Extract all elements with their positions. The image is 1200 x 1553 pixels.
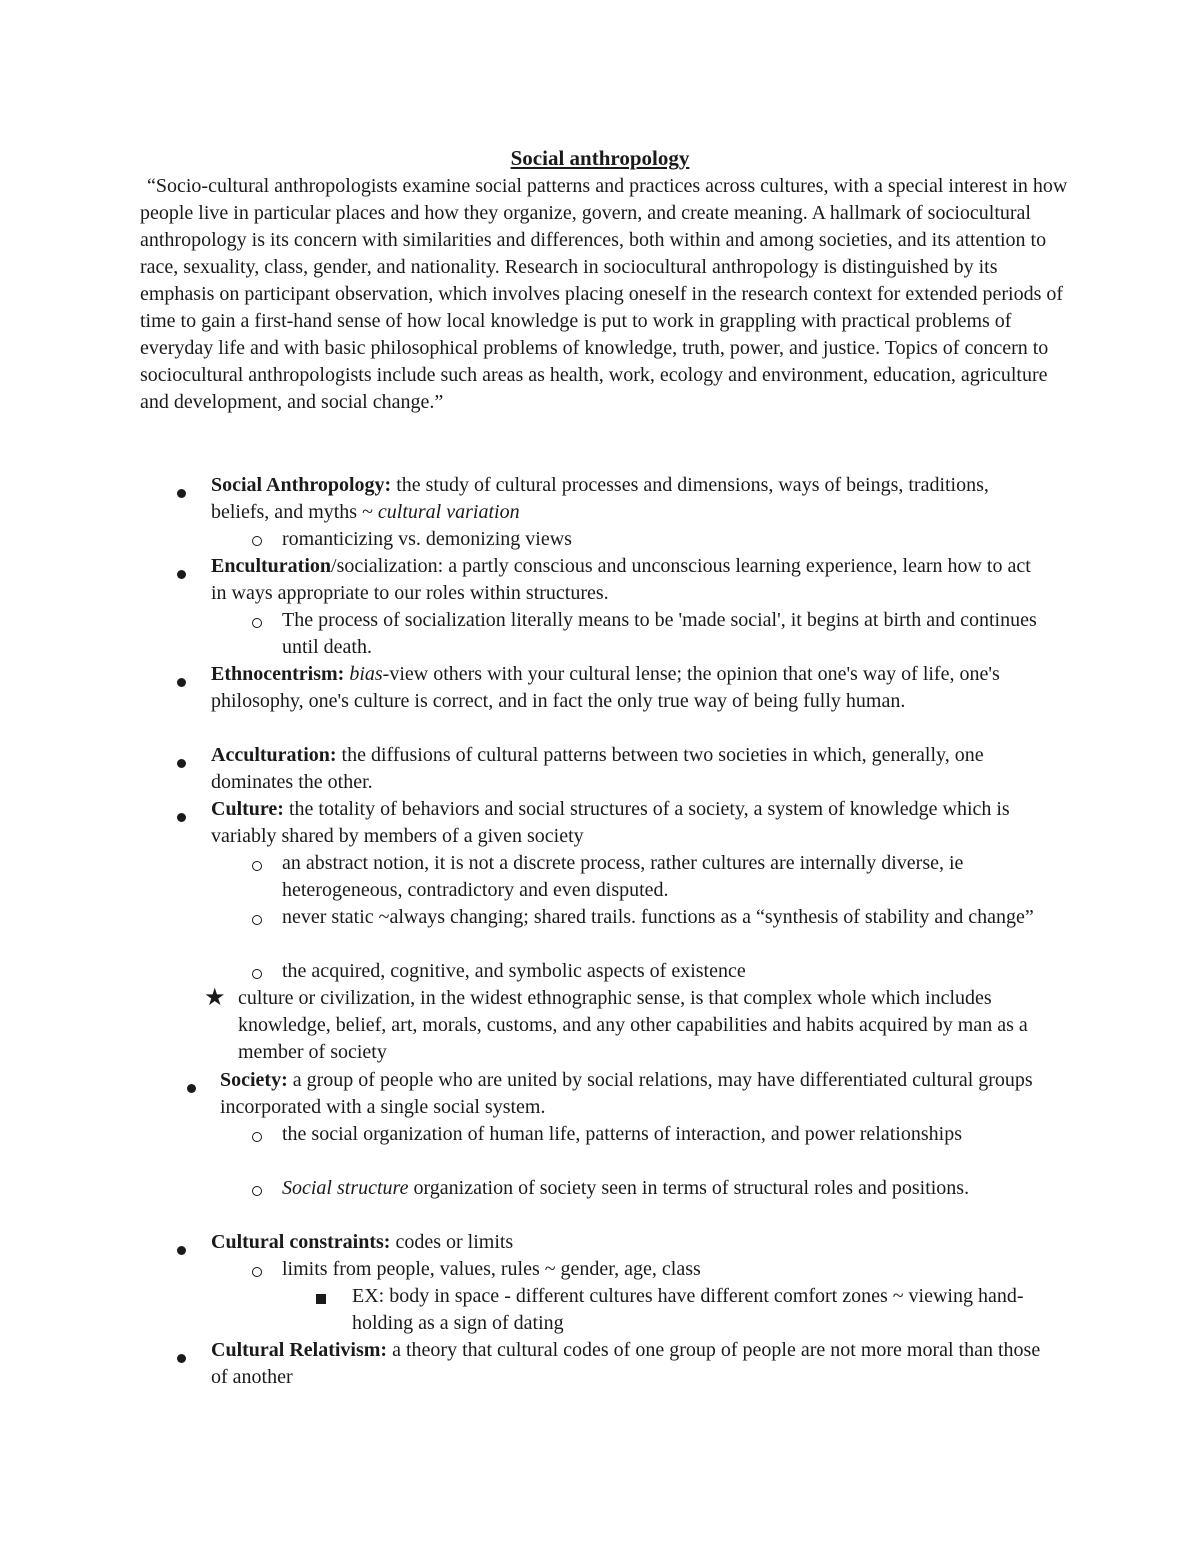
sub-item-text: organization of society seen in terms of structural roles and positions. <box>408 1177 970 1199</box>
list-item-social-anthropology <box>211 472 1051 526</box>
bullet-circle-icon <box>252 536 262 546</box>
sub-item: the social organization of human life, patterns of interaction, and power relationships <box>282 1123 962 1145</box>
term: Cultural Relativism: <box>211 1339 388 1361</box>
bullet-circle-icon <box>252 618 262 628</box>
star-item: culture or civilization, in the widest ethnographic sense, is that complex whole which includes knowledge, belief, art, morals, customs, and any other capabilities and habits acquired by man as a member of society <box>238 987 1028 1063</box>
list-item-enculturation <box>211 553 1041 607</box>
definition: -view others with your cultural lense; the opinion that one's way of life, one's philosophy, one's culture is correct, and in fact the only true way of being fully human. <box>211 663 1000 712</box>
bullet-disc-icon <box>177 1246 186 1255</box>
term: Ethnocentrism: <box>211 663 345 685</box>
bullet-circle-icon <box>252 1186 262 1196</box>
definition: the study of cultural processes and dimensions, ways of beings, traditions, beliefs, and myths ~ <box>211 474 989 523</box>
italic-phrase: cultural variation <box>377 501 520 523</box>
bullet-disc-icon <box>177 570 186 579</box>
bullet-disc-icon <box>177 489 186 498</box>
term: Society: <box>220 1069 288 1091</box>
term: Cultural constraints: <box>211 1231 391 1253</box>
intro-quote: “Socio-cultural anthropologists examine social patterns and practices across cultures, with a special interest in how people live in particular places and how they organize, govern, and create meaning. A hallmark of sociocultural anthropology is its concern with similarities and differences, both within and among societies, and its attention to race, sexuality, class, gender, and nationality. Research in sociocultural anthropology is distinguished by its emphasis on participant observation, which involves placing oneself in the research context for extended periods of time to gain a first-hand sense of how local knowledge is put to work in grappling with practical problems of everyday life and with basic philosophical problems of knowledge, truth, power, and justice. Topics of concern to sociocultural anthropologists include such areas as health, work, ecology and environment, education, agriculture and development, and social change.” <box>140 175 1068 413</box>
sub-item: limits from people, values, rules ~ gender, age, class <box>282 1258 701 1280</box>
list-item-cultural-constraints <box>211 1229 1011 1256</box>
sub-item: never static ~always changing; shared trails. functions as a “synthesis of stability and change” <box>282 906 1034 928</box>
definition: codes or limits <box>390 1231 514 1253</box>
bullet-disc-icon <box>187 1084 196 1093</box>
term: Acculturation: <box>211 744 337 766</box>
bullet-disc-icon <box>177 678 186 687</box>
definition: a theory that cultural codes of one group of people are not more moral than those of another <box>211 1339 1041 1388</box>
list-item-ethnocentrism <box>211 661 1056 715</box>
italic-phrase: Social structure <box>282 1177 409 1199</box>
sub-sub-item: EX: body in space - different cultures have different comfort zones ~ viewing hand-holding as a sign of dating <box>352 1285 1024 1334</box>
list-item-culture <box>211 796 1011 850</box>
sub-item: an abstract notion, it is not a discrete process, rather cultures are internally diverse, ie heterogeneous, contradictory and even disputed. <box>282 852 964 901</box>
bullet-disc-icon <box>177 813 186 822</box>
sub-item: the acquired, cognitive, and symbolic aspects of existence <box>282 960 746 982</box>
bullet-circle-icon <box>252 1132 262 1142</box>
term: Culture: <box>211 798 284 820</box>
definition: a group of people who are united by social relations, may have differentiated cultural groups incorporated with a single social system. <box>220 1069 1033 1118</box>
list-item-acculturation <box>211 742 1031 796</box>
bullet-square-icon <box>316 1294 326 1304</box>
definition: the totality of behaviors and social structures of a society, a system of knowledge which is variably shared by members of a given society <box>211 798 1010 847</box>
star-icon: ★ <box>204 985 226 1011</box>
italic-phrase: bias <box>349 663 383 685</box>
bullet-disc-icon <box>177 759 186 768</box>
definition: the diffusions of cultural patterns between two societies in which, generally, one dominates the other. <box>211 744 984 793</box>
bullet-circle-icon <box>252 915 262 925</box>
sub-item: The process of socialization literally means to be 'made social', it begins at birth and continues until death. <box>282 609 1037 658</box>
sub-item <box>282 1175 1022 1202</box>
bullet-circle-icon <box>252 861 262 871</box>
definition: /socialization: a partly conscious and unconscious learning experience, learn how to act in ways appropriate to our roles within structures. <box>211 555 1031 604</box>
page-title: Social anthropology <box>510 146 690 170</box>
term: Enculturation <box>211 555 332 577</box>
list-item-cultural-relativism <box>211 1337 1041 1391</box>
sub-item: romanticizing vs. demonizing views <box>282 528 572 550</box>
bullet-circle-icon <box>252 969 262 979</box>
bullet-disc-icon <box>177 1354 186 1363</box>
list-item-society <box>220 1067 1040 1121</box>
term: Social Anthropology: <box>211 474 392 496</box>
bullet-circle-icon <box>252 1267 262 1277</box>
